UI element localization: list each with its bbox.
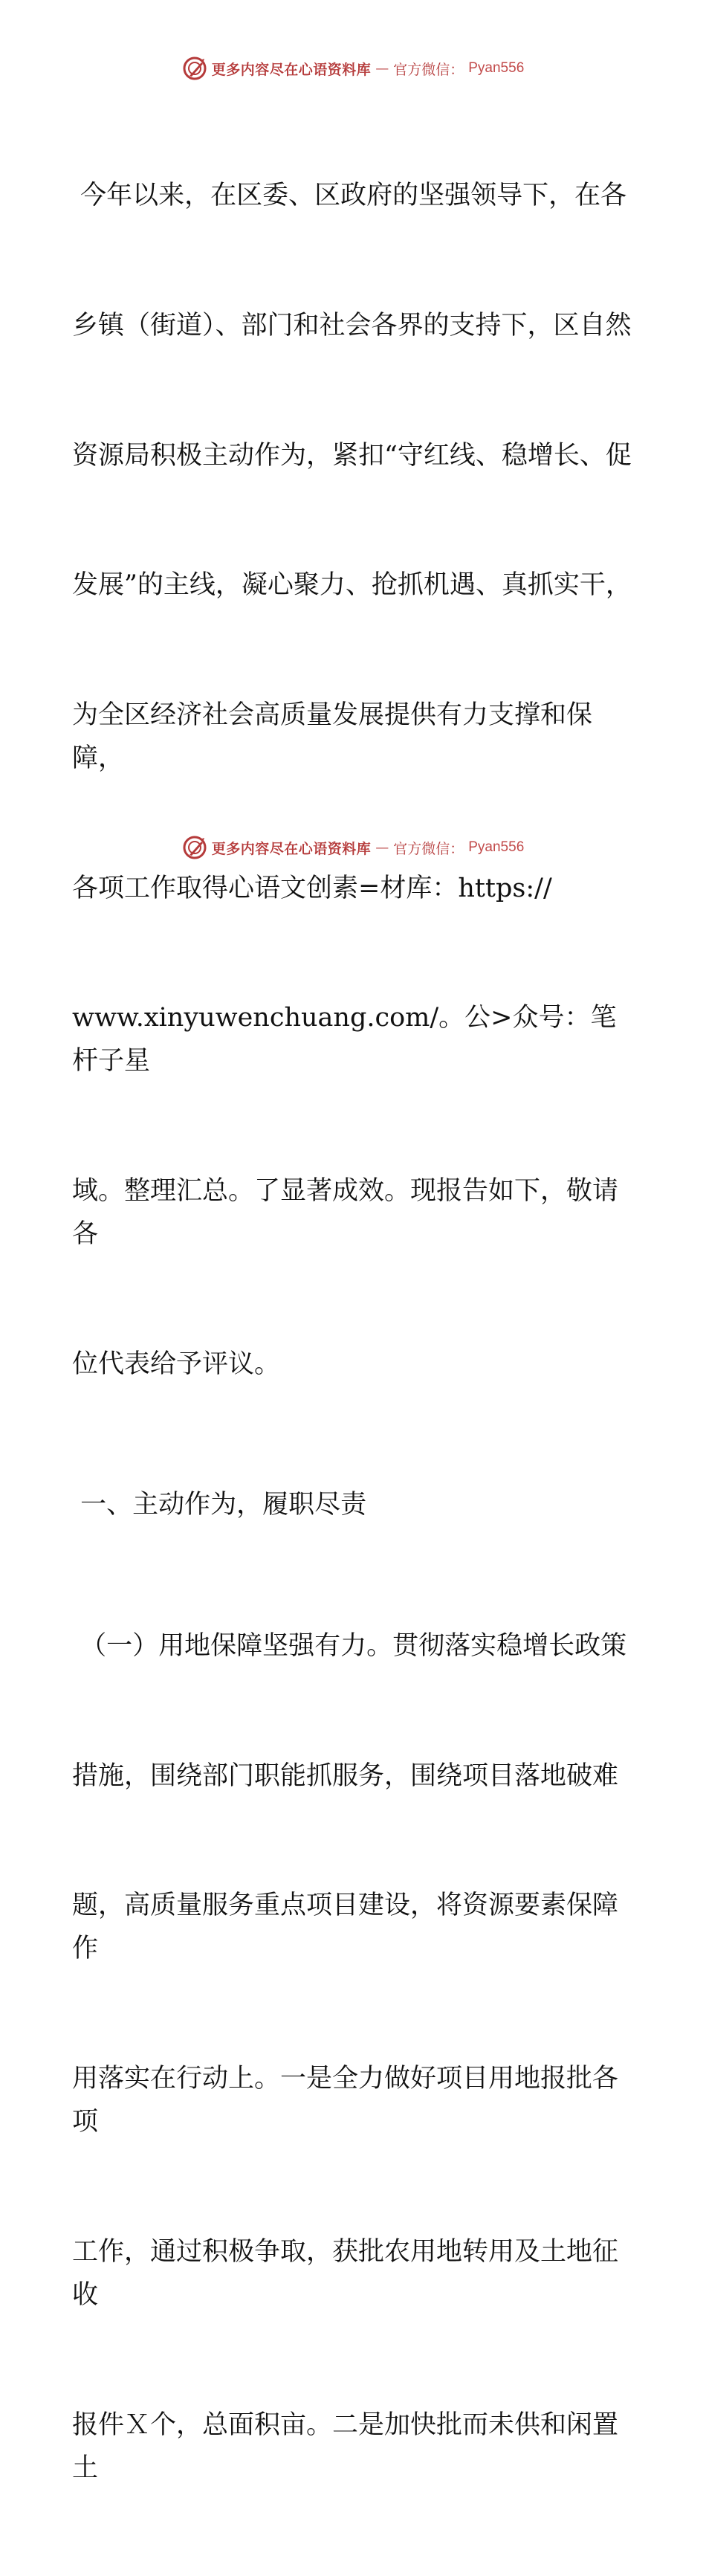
document-body <box>72 88 637 2576</box>
paragraph-land-use <box>72 1538 637 2576</box>
text-line: （一）用地保障坚强有力。贯彻落实稳增长政策 <box>72 1624 637 1668</box>
quill-seal-icon <box>182 835 207 860</box>
footer-watermark-banner <box>0 833 706 862</box>
text-line: 位代表给予评议。 <box>72 1343 637 1386</box>
banner-wechat-handle: Pyan556 <box>468 60 524 77</box>
banner-wechat-handle: Pyan556 <box>468 839 524 856</box>
paragraph-intro <box>72 88 637 1473</box>
banner-dash: — <box>375 840 389 856</box>
text-line: 发展”的主线，凝心聚力、抢抓机遇、真抓实干， <box>72 564 637 607</box>
banner-contact-label: 官方微信： <box>393 59 464 79</box>
text-line: 乡镇（街道）、部门和社会各界的支持下，区自然 <box>72 304 637 347</box>
banner-brand-text: 更多内容尽在心语资料库 <box>212 59 372 79</box>
banner-brand-text: 更多内容尽在心语资料库 <box>212 838 372 858</box>
banner-dash: — <box>375 61 389 77</box>
text-line: 资源局积极主动作为，紧扣“守红线、稳增长、促 <box>72 434 637 477</box>
section-heading: 一、主动作为，履职尽责 <box>72 1483 637 1526</box>
banner-contact-label: 官方微信： <box>393 838 464 858</box>
text-line: 报件Ｘ个，总面积亩。二是加快批而未供和闲置土 <box>72 2404 637 2490</box>
text-line: 工作，通过积极争取，获批农用地转用及土地征收 <box>72 2230 637 2317</box>
text-line: 用落实在行动上。一是全力做好项目用地报批各项 <box>72 2057 637 2143</box>
text-line: 题，高质量服务重点项目建设，将资源要素保障作 <box>72 1884 637 1970</box>
header-watermark-banner <box>0 54 706 83</box>
quill-seal-icon <box>182 56 207 81</box>
text-line: 措施，围绕部门职能抓服务，围绕项目落地破难 <box>72 1755 637 1798</box>
text-line: 为全区经济社会高质量发展提供有力支撑和保障， <box>72 694 637 780</box>
text-line: 今年以来，在区委、区政府的坚强领导下，在各 <box>72 174 637 217</box>
text-line: 域。整理汇总。了显著成效。现报告如下，敬请各 <box>72 1169 637 1256</box>
text-line: www.xinyuwenchuang.com/。公>众号：笔杆子星 <box>72 996 637 1082</box>
text-line: 各项工作取得心语文创素=材库：https:// <box>72 867 637 910</box>
